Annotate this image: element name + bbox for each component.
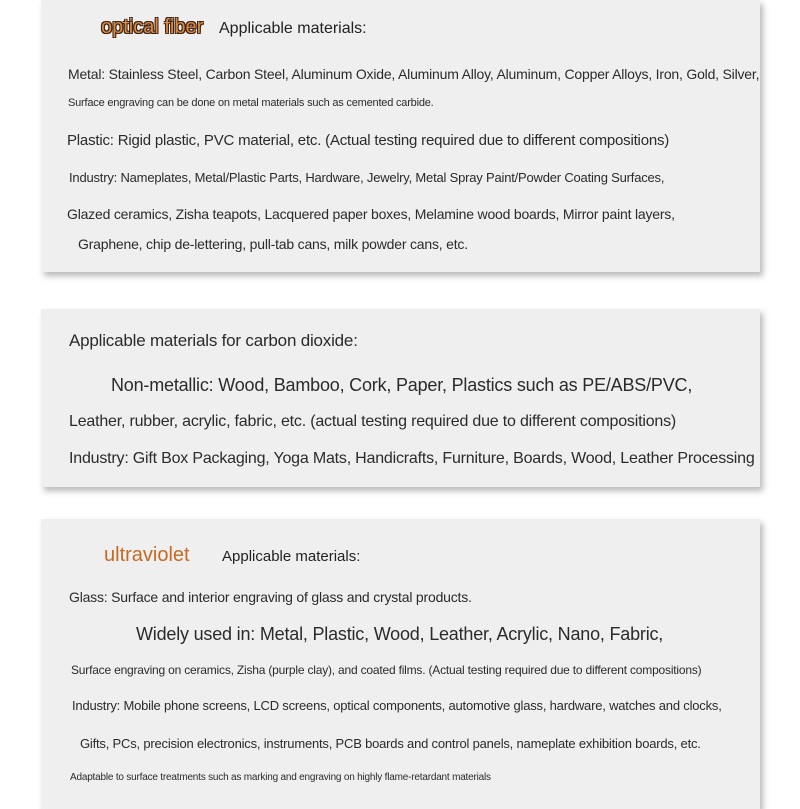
fiber-carbide-line: Surface engraving can be done on metal materials such as cemented carbide.: [68, 97, 434, 109]
fiber-metal-line: Metal: Stainless Steel, Carbon Steel, Aluminum Oxide, Aluminum Alloy, Aluminum, Copper Alloys, Iron, Gold, Silver,: [68, 66, 760, 82]
ultraviolet-title: ultraviolet: [104, 544, 190, 566]
uv-gifts-line: Gifts, PCs, precision electronics, instruments, PCB boards and control panels, nameplate exhibition boards, etc.: [80, 736, 701, 751]
co2-nonmetallic-line: Non-metallic: Wood, Bamboo, Cork, Paper, Plastics such as PE/ABS/PVC,: [111, 375, 693, 395]
ultraviolet-label: Applicable materials:: [222, 548, 361, 565]
co2-card: [41, 309, 760, 487]
optical-fiber-label: Applicable materials:: [219, 20, 367, 37]
optical-fiber-card: [41, 0, 760, 272]
fiber-industry-line: Industry: Nameplates, Metal/Plastic Parts, Hardware, Jewelry, Metal Spray Paint/Powder Coating Surfaces,: [69, 170, 665, 185]
uv-ceramics-line: Surface engraving on ceramics, Zisha (purple clay), and coated films. (Actual testing required due to different compositions): [71, 663, 702, 677]
ultraviolet-card: [41, 519, 760, 809]
fiber-ceramics-line: Glazed ceramics, Zisha teapots, Lacquered paper boxes, Melamine wood boards, Mirror paint layers,: [67, 206, 675, 222]
co2-leather-line: Leather, rubber, acrylic, fabric, etc. (actual testing required due to different compositions): [69, 413, 677, 430]
uv-flame-retardant-line: Adaptable to surface treatments such as marking and engraving on highly flame-retardant materials: [70, 772, 491, 783]
fiber-graphene-line: Graphene, chip de-lettering, pull-tab cans, milk powder cans, etc.: [78, 236, 468, 252]
optical-fiber-title: optical fiber: [101, 16, 204, 38]
co2-heading: Applicable materials for carbon dioxide:: [69, 331, 358, 350]
co2-industry-line: Industry: Gift Box Packaging, Yoga Mats, Handicrafts, Furniture, Boards, Wood, Leather Processing: [69, 450, 755, 467]
uv-widely-used-line: Widely used in: Metal, Plastic, Wood, Leather, Acrylic, Nano, Fabric,: [136, 624, 664, 644]
fiber-plastic-line: Plastic: Rigid plastic, PVC material, etc. (Actual testing required due to different compositions): [67, 132, 670, 149]
uv-industry-line: Industry: Mobile phone screens, LCD screens, optical components, automotive glass, hardware, watches and clocks,: [72, 698, 722, 713]
uv-glass-line: Glass: Surface and interior engraving of glass and crystal products.: [69, 589, 472, 605]
